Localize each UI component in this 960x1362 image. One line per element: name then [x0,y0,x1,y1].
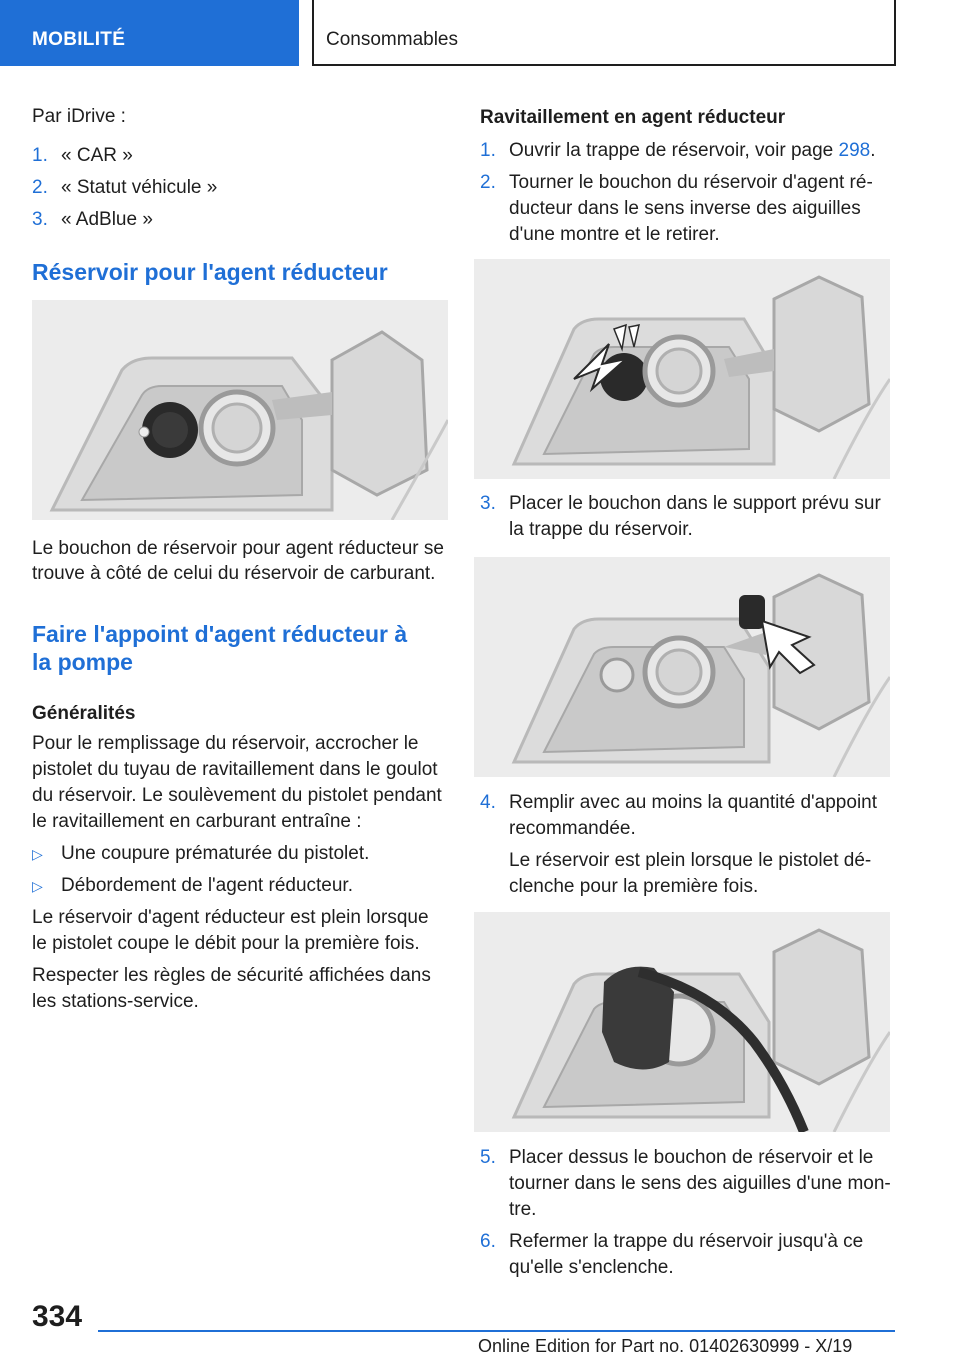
respect-text: Respecter les règles de sécurité affichées dans [32,965,431,986]
generalites-text: Pour le remplissage du réservoir, accrocher le [32,733,419,754]
section-title: MOBILITÉ [32,29,126,50]
generalites-text: du réservoir. Le soulèvement du pistolet pendant [32,785,442,806]
heading-ravitaillement: Ravitaillement en agent réducteur [480,107,786,128]
cap-holder-photo [474,557,890,777]
reservoir-text: trouve à côté de celui du réservoir de carburant. [32,563,436,584]
respect-text: les stations-service. [32,991,199,1012]
reservoir-text: Le bouchon de réservoir pour agent réducteur se [32,538,444,559]
plein-text: Le réservoir d'agent réducteur est plein lorsque [32,907,429,928]
heading-reservoir: Réservoir pour l'agent réducteur [32,259,388,285]
chapter-header [312,0,896,66]
chapter-title: Consommables [326,29,458,50]
heading-appoint: Faire l'appoint d'agent réducteur à [32,621,408,647]
footer-divider [98,1330,895,1332]
reservoir-photo [32,300,448,520]
generalites-text: pistolet du tuyau de ravitaillement dans le goulot [32,759,438,780]
bullet-triangle-icon: ▷ [32,846,43,862]
remove-cap-photo [474,259,890,479]
bullet-triangle-icon: ▷ [32,878,43,894]
section-tab [0,0,299,66]
generalites-text: le ravitaillement en carburant entraîne : [32,811,362,832]
heading-generalites: Généralités [32,703,136,724]
plein-text: le pistolet coupe le débit pour la première fois. [32,933,420,954]
page-link[interactable]: 298 [838,140,871,161]
idrive-intro: Par iDrive : [32,106,126,127]
edition-text: Online Edition for Part no. 01402630999 - X/19 [478,1336,853,1356]
page-number: 334 [32,1300,83,1333]
refill-nozzle-photo [474,912,890,1132]
heading-appoint: la pompe [32,649,133,675]
